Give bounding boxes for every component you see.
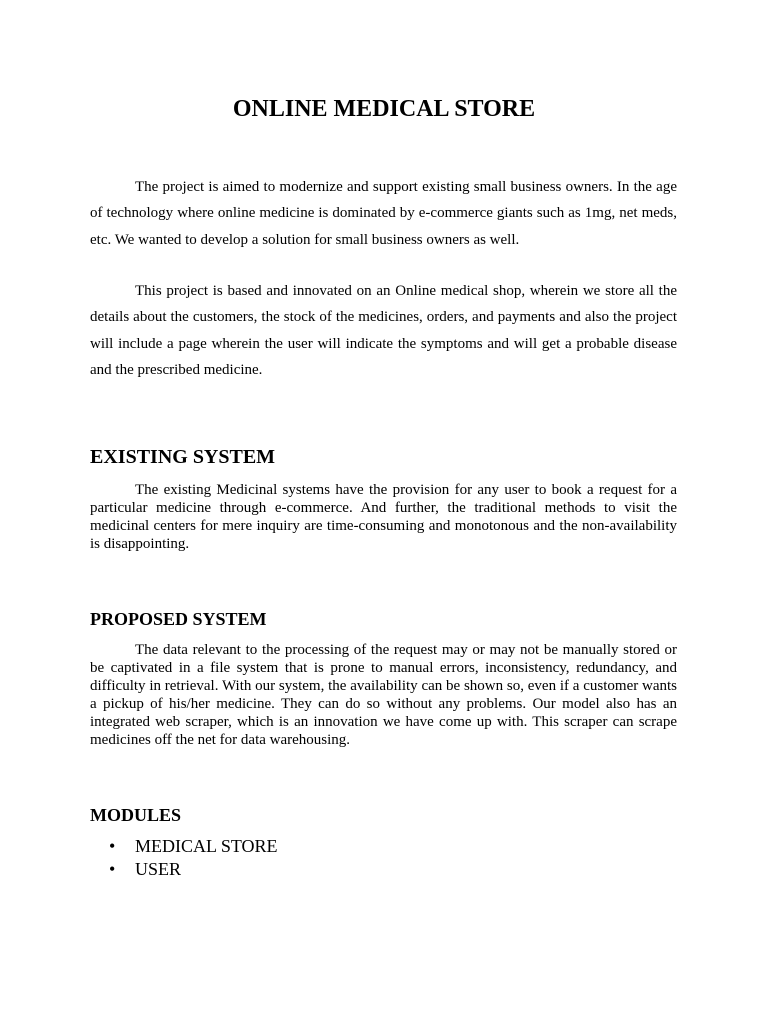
list-item xyxy=(90,858,278,881)
proposed-system-paragraph: The data relevant to the processing of the request may or may not be manually stored or be captivated in a file system that is prone to manual errors, inconsistency, redundancy, and difficulty in retrieval. With our system, the availability can be shown so, even if a customer wants a pickup of his/her medicine. They can do so without any problems. Our model also has an integrated web scraper, which is an innovation we have come up with. This scraper can scrape medicines off the net for data warehousing. xyxy=(90,642,677,748)
existing-system-paragraph: The existing Medicinal systems have the provision for any user to book a request for a particular medicine through e-commerce. And further, the traditional methods to visit the medicinal centers for mere inquiry are time-consuming and monotonous and the non-availability is disappointing. xyxy=(90,482,677,552)
existing-system-heading: EXISTING SYSTEM xyxy=(90,446,276,468)
document-title: ONLINE MEDICAL STORE xyxy=(232,96,536,122)
modules-heading: MODULES xyxy=(90,805,182,825)
proposed-system-heading: PROPOSED SYSTEM xyxy=(90,609,267,629)
bullet-icon: • xyxy=(109,836,116,856)
modules-list xyxy=(90,835,278,881)
intro-paragraph-1: The project is aimed to modernize and support existing small business owners. In the age of technology where online medicine is dominated by e-commerce giants such as 1mg, net meds, etc. We wanted to develop a solution for small business owners as well. xyxy=(90,179,677,248)
module-label: MEDICAL STORE xyxy=(135,836,278,856)
list-item xyxy=(90,835,278,858)
intro-paragraph-2: This project is based and innovated on an Online medical shop, wherein we store all the details about the customers, the stock of the medicines, orders, and payments and also the project will include a page wherein the user will indicate the symptoms and will get a probable disease and the prescribed medicine. xyxy=(90,283,677,379)
bullet-icon: • xyxy=(109,859,116,879)
module-label: USER xyxy=(135,859,182,879)
